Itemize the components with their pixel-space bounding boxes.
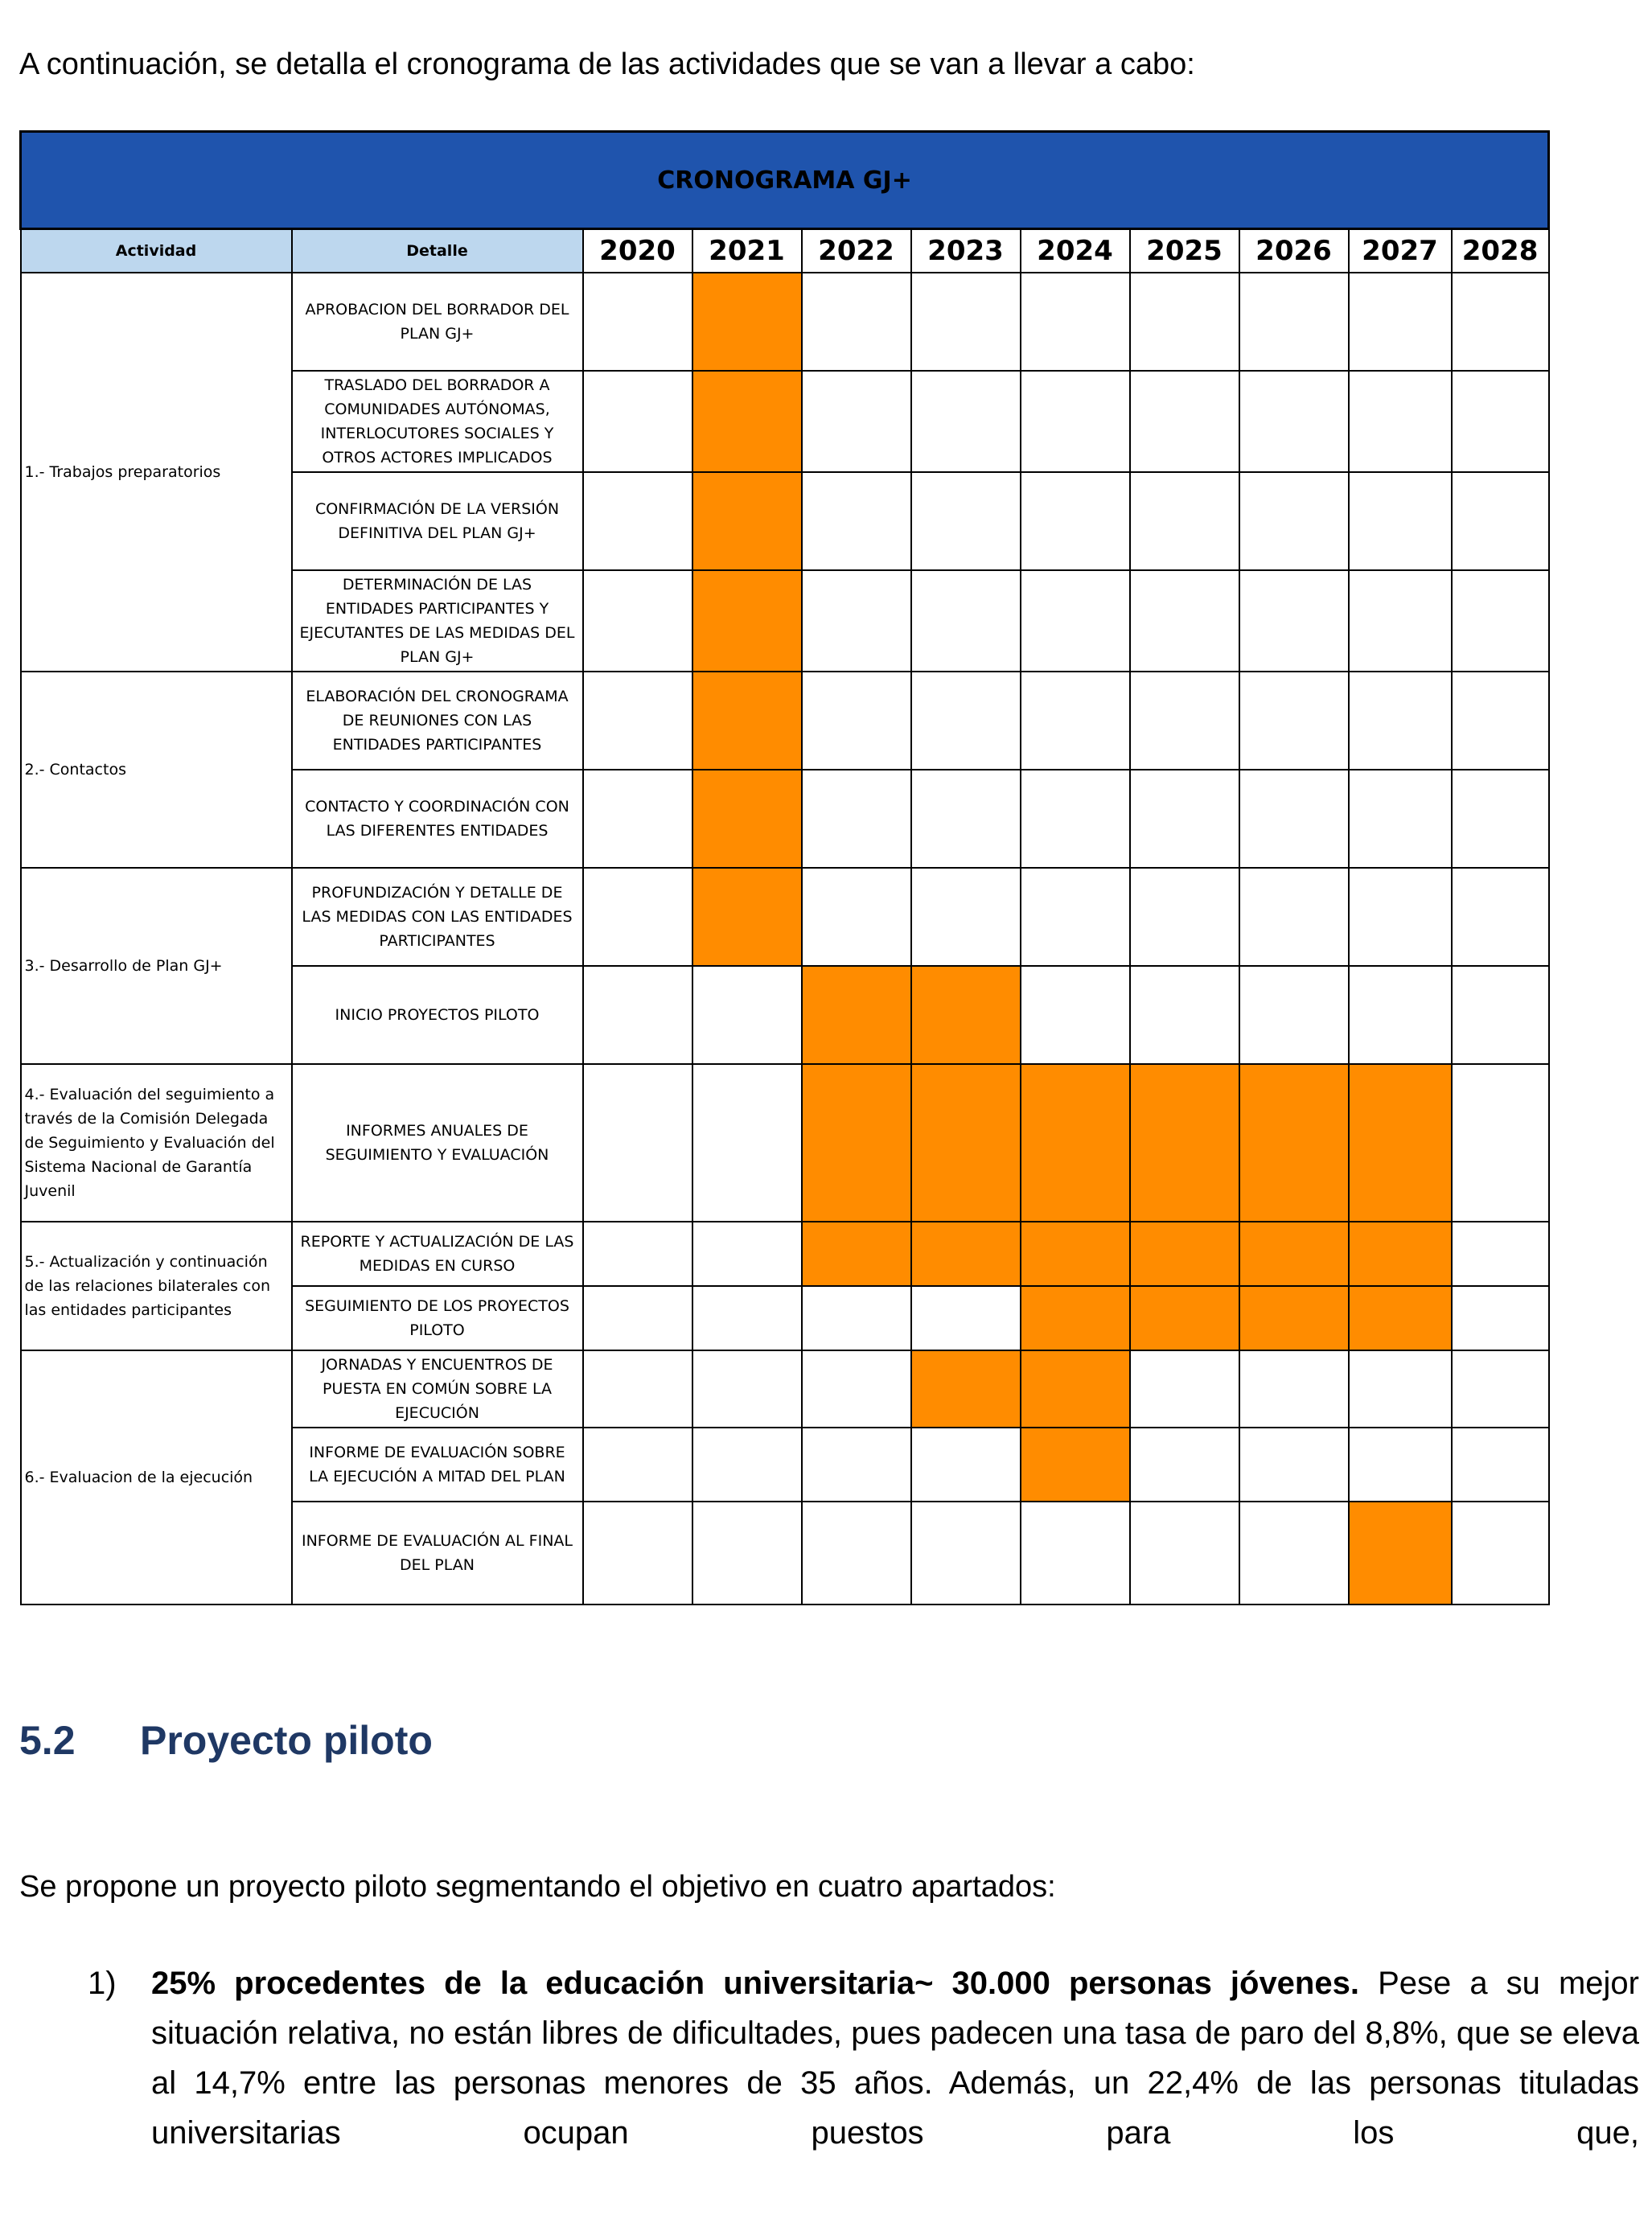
year-cell [1130, 1350, 1239, 1428]
year-cell [1349, 672, 1452, 770]
active-year-cell [692, 371, 802, 472]
detail-cell: APROBACION DEL BORRADOR DEL PLAN GJ+ [292, 273, 583, 371]
year-cell [583, 868, 692, 966]
active-year-cell [1349, 1286, 1452, 1350]
column-header-detalle: Detalle [292, 229, 583, 273]
active-year-cell [802, 1064, 911, 1222]
year-cell [1349, 570, 1452, 672]
year-cell [802, 1502, 911, 1605]
active-year-cell [692, 472, 802, 570]
year-cell [1130, 371, 1239, 472]
year-cell [1130, 1502, 1239, 1605]
detail-cell: INICIO PROYECTOS PILOTO [292, 966, 583, 1064]
year-cell [1239, 273, 1349, 371]
active-year-cell [1130, 1286, 1239, 1350]
activity-cell: 6.- Evaluacion de la ejecución [21, 1350, 292, 1605]
year-cell [802, 672, 911, 770]
year-cell [1021, 1502, 1130, 1605]
active-year-cell [692, 273, 802, 371]
year-cell [1452, 1064, 1549, 1222]
active-year-cell [1130, 1064, 1239, 1222]
year-cell [1130, 672, 1239, 770]
active-year-cell [911, 1064, 1021, 1222]
year-cell [1452, 1286, 1549, 1350]
active-year-cell [1239, 1286, 1349, 1350]
year-cell [1130, 273, 1239, 371]
year-header: 2028 [1452, 229, 1549, 273]
year-cell [802, 1350, 911, 1428]
year-cell [692, 1064, 802, 1222]
detail-cell: SEGUIMIENTO DE LOS PROYECTOS PILOTO [292, 1286, 583, 1350]
table-row [21, 1350, 1549, 1428]
year-cell [1452, 472, 1549, 570]
year-cell [911, 770, 1021, 868]
section-number: 5.2 [19, 1718, 76, 1763]
activity-cell: 2.- Contactos [21, 672, 292, 868]
year-cell [1130, 868, 1239, 966]
detail-cell: ELABORACIÓN DEL CRONOGRAMA DE REUNIONES CON LAS ENTIDADES PARTICIPANTES [292, 672, 583, 770]
year-cell [911, 1286, 1021, 1350]
active-year-cell [1130, 1222, 1239, 1286]
active-year-cell [911, 966, 1021, 1064]
table-row [21, 1064, 1549, 1222]
year-cell [1452, 672, 1549, 770]
year-cell [1021, 868, 1130, 966]
year-cell [802, 371, 911, 472]
schedule-table [19, 130, 1550, 1605]
schedule-title: CRONOGRAMA GJ+ [21, 132, 1549, 229]
detail-cell: JORNADAS Y ENCUENTROS DE PUESTA EN COMÚN SOBRE LA EJECUCIÓN [292, 1350, 583, 1428]
year-cell [911, 672, 1021, 770]
list-item-text: Pese a su mejor situación relativa, no están libres de dificultades, pues padecen una tasa de paro del 8,8%, que se eleva al 14,7% entre las personas menores de 35 años. Además, un 22,4% de las personas tituladas universitarias ocupan puestos para los que, [151, 1966, 1640, 2151]
active-year-cell [692, 770, 802, 868]
active-year-cell [1021, 1222, 1130, 1286]
year-cell [1021, 672, 1130, 770]
detail-cell: REPORTE Y ACTUALIZACIÓN DE LAS MEDIDAS EN CURSO [292, 1222, 583, 1286]
year-cell [1452, 966, 1549, 1064]
year-cell [583, 570, 692, 672]
detail-cell: CONTACTO Y COORDINACIÓN CON LAS DIFERENTES ENTIDADES [292, 770, 583, 868]
year-cell [802, 770, 911, 868]
active-year-cell [692, 672, 802, 770]
year-header: 2020 [583, 229, 692, 273]
active-year-cell [802, 966, 911, 1064]
year-cell [1130, 770, 1239, 868]
year-cell [583, 273, 692, 371]
year-cell [692, 1350, 802, 1428]
year-cell [692, 1428, 802, 1502]
active-year-cell [1349, 1502, 1452, 1605]
detail-cell: CONFIRMACIÓN DE LA VERSIÓN DEFINITIVA DEL PLAN GJ+ [292, 472, 583, 570]
year-cell [583, 770, 692, 868]
activity-cell: 4.- Evaluación del seguimiento a través de la Comisión Delegada de Seguimiento y Evaluación del Sistema Nacional de Garantía Juvenil [21, 1064, 292, 1222]
year-cell [1452, 770, 1549, 868]
year-cell [1239, 570, 1349, 672]
year-cell [1021, 273, 1130, 371]
year-cell [802, 1286, 911, 1350]
year-cell [1452, 868, 1549, 966]
year-cell [692, 1286, 802, 1350]
year-cell [583, 1350, 692, 1428]
year-cell [583, 672, 692, 770]
year-header: 2023 [911, 229, 1021, 273]
year-cell [1239, 966, 1349, 1064]
detail-cell: INFORME DE EVALUACIÓN AL FINAL DEL PLAN [292, 1502, 583, 1605]
year-cell [1452, 371, 1549, 472]
year-header: 2025 [1130, 229, 1239, 273]
year-cell [911, 1502, 1021, 1605]
year-cell [1349, 770, 1452, 868]
active-year-cell [1021, 1286, 1130, 1350]
table-row [21, 868, 1549, 966]
table-row [21, 672, 1549, 770]
year-header: 2026 [1239, 229, 1349, 273]
detail-cell: INFORME DE EVALUACIÓN SOBRE LA EJECUCIÓN A MITAD DEL PLAN [292, 1428, 583, 1502]
year-cell [1452, 1222, 1549, 1286]
year-cell [1130, 472, 1239, 570]
active-year-cell [1349, 1064, 1452, 1222]
year-cell [1349, 472, 1452, 570]
year-cell [1349, 1350, 1452, 1428]
active-year-cell [1349, 1222, 1452, 1286]
activity-cell: 5.- Actualización y continuación de las relaciones bilaterales con las entidades participantes [21, 1222, 292, 1350]
year-cell [1021, 966, 1130, 1064]
year-cell [1239, 868, 1349, 966]
year-cell [1452, 1502, 1549, 1605]
year-cell [1349, 273, 1452, 371]
table-row [21, 1222, 1549, 1286]
year-cell [1021, 472, 1130, 570]
year-cell [1452, 570, 1549, 672]
intro-paragraph: Se propone un proyecto piloto segmentando el objetivo en cuatro apartados: [19, 1870, 1056, 1904]
year-cell [583, 472, 692, 570]
year-cell [911, 570, 1021, 672]
year-cell [1021, 770, 1130, 868]
year-cell [1130, 1428, 1239, 1502]
activity-cell: 1.- Trabajos preparatorios [21, 273, 292, 672]
year-cell [1130, 966, 1239, 1064]
detail-cell: TRASLADO DEL BORRADOR A COMUNIDADES AUTÓNOMAS, INTERLOCUTORES SOCIALES Y OTROS ACTORES IMPLICADOS [292, 371, 583, 472]
year-cell [1452, 1428, 1549, 1502]
year-cell [1021, 570, 1130, 672]
intro-text: A continuación, se detalla el cronograma de las actividades que se van a llevar a cabo: [19, 47, 1195, 81]
year-cell [802, 273, 911, 371]
year-cell [1239, 770, 1349, 868]
year-cell [1239, 1502, 1349, 1605]
year-cell [911, 371, 1021, 472]
activity-cell: 3.- Desarrollo de Plan GJ+ [21, 868, 292, 1064]
year-header: 2021 [692, 229, 802, 273]
active-year-cell [692, 570, 802, 672]
year-cell [583, 1286, 692, 1350]
year-cell [802, 472, 911, 570]
detail-cell: DETERMINACIÓN DE LAS ENTIDADES PARTICIPANTES Y EJECUTANTES DE LAS MEDIDAS DEL PLAN GJ+ [292, 570, 583, 672]
list-marker: 1) [88, 1966, 117, 2001]
year-cell [583, 371, 692, 472]
active-year-cell [911, 1350, 1021, 1428]
list-item [88, 1958, 1640, 2158]
section-title: Proyecto piloto [140, 1718, 433, 1763]
active-year-cell [692, 868, 802, 966]
year-cell [911, 472, 1021, 570]
column-header-actividad: Actividad [21, 229, 292, 273]
list-item-bold: 25% procedentes de la educación universitaria~ 30.000 personas jóvenes. [151, 1966, 1359, 2001]
year-cell [1239, 672, 1349, 770]
year-cell [802, 868, 911, 966]
active-year-cell [802, 1222, 911, 1286]
year-cell [583, 1502, 692, 1605]
year-cell [1239, 371, 1349, 472]
year-header: 2027 [1349, 229, 1452, 273]
year-cell [1021, 371, 1130, 472]
active-year-cell [1021, 1350, 1130, 1428]
table-row [21, 273, 1549, 371]
year-cell [1130, 570, 1239, 672]
year-cell [583, 1064, 692, 1222]
year-cell [692, 966, 802, 1064]
year-cell [1239, 1350, 1349, 1428]
year-cell [692, 1222, 802, 1286]
active-year-cell [1021, 1428, 1130, 1502]
year-cell [1452, 273, 1549, 371]
year-cell [911, 868, 1021, 966]
active-year-cell [1239, 1064, 1349, 1222]
year-cell [1452, 1350, 1549, 1428]
active-year-cell [1021, 1064, 1130, 1222]
year-cell [583, 1222, 692, 1286]
year-header: 2022 [802, 229, 911, 273]
year-cell [802, 570, 911, 672]
active-year-cell [1239, 1222, 1349, 1286]
year-cell [583, 966, 692, 1064]
year-cell [1349, 966, 1452, 1064]
active-year-cell [911, 1222, 1021, 1286]
year-cell [1239, 1428, 1349, 1502]
section-heading [19, 1717, 433, 1764]
year-cell [802, 1428, 911, 1502]
year-cell [1349, 1428, 1452, 1502]
detail-cell: PROFUNDIZACIÓN Y DETALLE DE LAS MEDIDAS CON LAS ENTIDADES PARTICIPANTES [292, 868, 583, 966]
year-cell [911, 1428, 1021, 1502]
year-cell [583, 1428, 692, 1502]
year-cell [1349, 371, 1452, 472]
year-cell [1239, 472, 1349, 570]
detail-cell: INFORMES ANUALES DE SEGUIMIENTO Y EVALUACIÓN [292, 1064, 583, 1222]
year-cell [1349, 868, 1452, 966]
year-header: 2024 [1021, 229, 1130, 273]
year-cell [692, 1502, 802, 1605]
year-cell [911, 273, 1021, 371]
